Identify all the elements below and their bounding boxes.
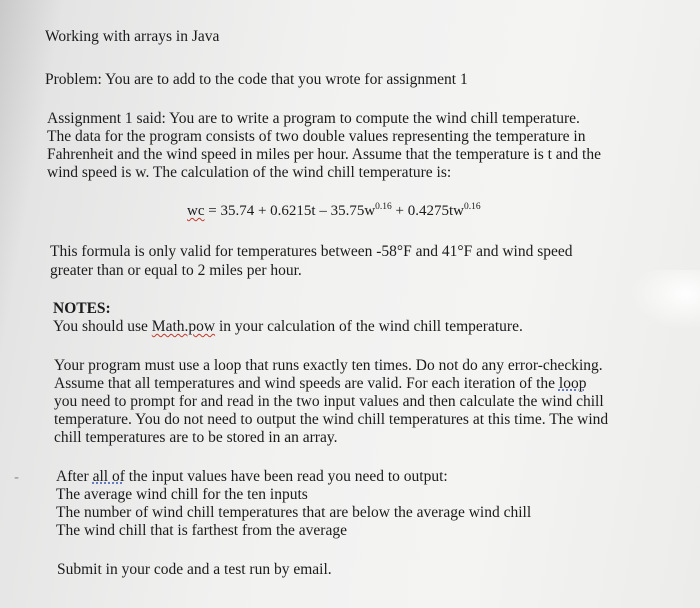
loop-line-5: chill temperatures are to be stored in an array.: [54, 429, 338, 446]
notes-text-post: in your calculation of the wind chill temperature.: [215, 318, 523, 335]
formula-part-1: = 35.74 + 0.6215t – 35.75w: [204, 203, 376, 219]
light-glare: [630, 270, 700, 330]
submit-instruction: Submit in your code and a test run by email.: [57, 561, 332, 578]
notes-line: [53, 318, 523, 336]
loop-line-4: temperature. You do not need to output the wind chill temperatures at this time. The wind: [54, 411, 609, 428]
output-item-below-count: The number of wind chill temperatures that are below the average wind chill: [56, 504, 532, 521]
wind-chill-formula: [187, 202, 481, 220]
problem-statement: Problem: You are to add to the code that you wrote for assignment 1: [45, 71, 468, 88]
notes-text-pre: You should use: [53, 318, 152, 335]
math-pow-reference: Math.pow: [151, 318, 216, 335]
output-intro: [56, 468, 448, 486]
assignment-line-4: wind speed is w. The calculation of the wind chill temperature is:: [47, 164, 452, 181]
output-intro-post: the input values have been read you need to output:: [124, 468, 448, 485]
output-item-average: The average wind chill for the ten inputs: [56, 486, 308, 503]
output-intro-pre: After: [56, 468, 93, 485]
loop-line-3: you need to prompt for and read in the two input values and then calculate the wind chill: [54, 393, 604, 410]
validity-line-2: greater than or equal to 2 miles per hour.: [50, 262, 302, 279]
assignment-line-2: The data for the program consists of two double values representing the temperature in: [47, 128, 586, 145]
loop-line-2: [54, 375, 586, 393]
formula-exponent-1: 0.16: [375, 202, 392, 212]
formula-exponent-2: 0.16: [464, 202, 481, 212]
notes-heading: NOTES:: [53, 300, 111, 317]
loop-line-1: Your program must use a loop that runs exactly ten times. Do not do any error-checking.: [54, 357, 603, 374]
margin-dash: -: [14, 470, 20, 486]
formula-part-2: + 0.4275tw: [391, 203, 465, 219]
loop-line-2-text: Assume that all temperatures and wind speeds are valid. For each iteration of the: [54, 375, 559, 392]
validity-line-1: This formula is only valid for temperatures between -58°F and 41°F and wind speed: [50, 243, 573, 260]
loop-word: loop: [558, 375, 587, 392]
all-of-phrase: all of: [92, 468, 125, 485]
assignment-line-3: Fahrenheit and the wind speed in miles per hour. Assume that the temperature is t and the: [47, 146, 601, 163]
formula-lhs: wc: [187, 203, 205, 219]
output-item-farthest: The wind chill that is farthest from the average: [56, 522, 347, 539]
assignment-line-1: Assignment 1 said: You are to write a program to compute the wind chill temperature.: [47, 110, 580, 127]
document-title: Working with arrays in Java: [45, 28, 220, 45]
